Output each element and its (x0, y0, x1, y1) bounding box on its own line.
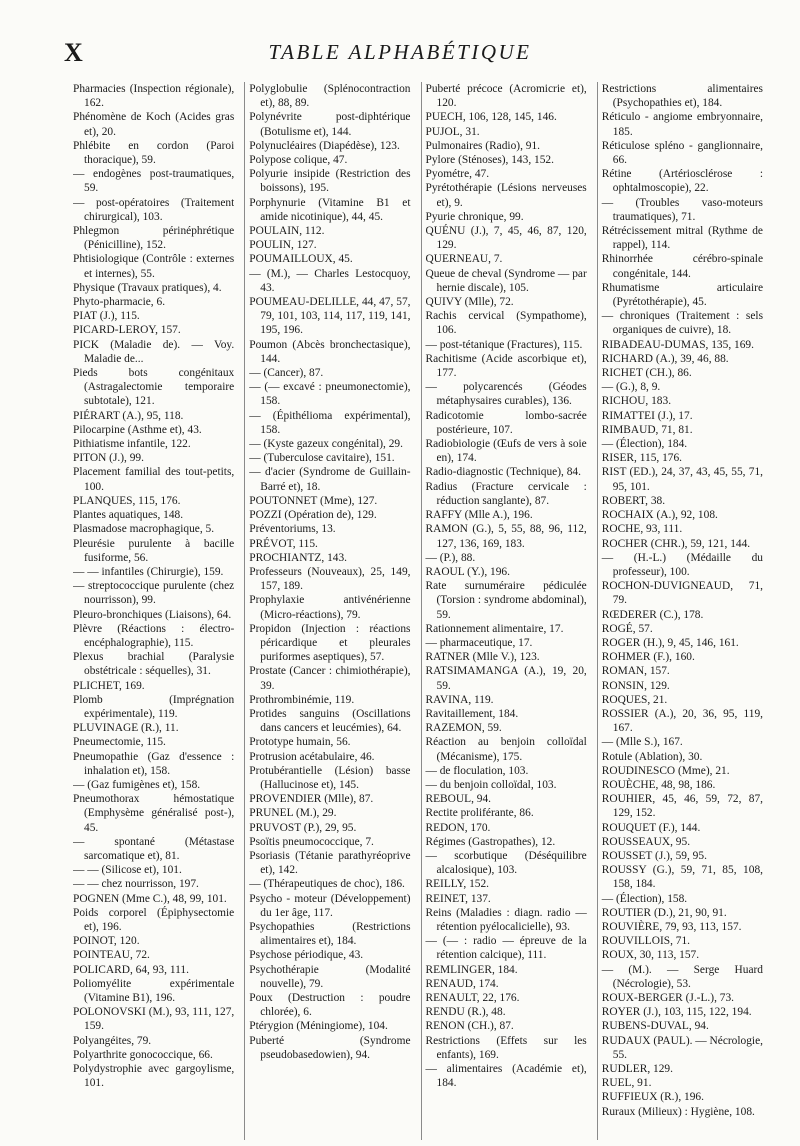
index-entry: Professeurs (Nouveaux), 25, 149, 157, 189. (249, 565, 411, 593)
index-entry: ROSSIER (A.), 20, 36, 95, 119, 167. (601, 707, 763, 735)
index-entry: Prothrombinémie, 119. (249, 693, 355, 706)
index-entry: — — (Silicose et), 101. (73, 864, 182, 877)
index-entry: — — chez nourrisson, 197. (73, 878, 199, 891)
index-entry: RUBENS-DUVAL, 94. (601, 1020, 709, 1033)
index-entry: PRUNEL (M.), 29. (249, 807, 337, 820)
index-entry: Puberté précoce (Acromicrie et), 120. (425, 83, 587, 110)
index-entry: Pneumopathie (Gaz d'essence : inhalation et), 158. (73, 750, 235, 777)
index-entry: POINOT, 120. (73, 935, 140, 948)
index-entry: Ruraux (Milieux) : Hygiène, 108. (601, 1105, 755, 1118)
index-entry: Psychothérapie (Modalité nouvelle), 79. (249, 963, 411, 990)
index-entry: Régimes (Gastropathes), 12. (425, 835, 556, 848)
index-entry: — d'acier (Syndrome de Guillain-Barré et), 18. (249, 466, 411, 493)
index-entry: RIMBAUD, 71, 81. (601, 423, 693, 436)
index-entry: RUDAUX (PAUL). — Nécrologie, 55. (601, 1034, 763, 1061)
index-entry: Polyurie insipide (Restriction des boissons), 195. (249, 168, 411, 195)
index-entry: — polycarencés (Géodes métaphysaires curables), 136. (425, 381, 587, 408)
index-entry: Psoïtis pneumococcique, 7. (249, 835, 374, 848)
index-entry: ROUX-BERGER (J.-L.), 73. (601, 992, 734, 1004)
index-entry: Phlegmon périnéphrétique (Pénicilline), 152. (73, 225, 235, 252)
index-entry: Réticulose spléno - ganglionnaire, 66. (601, 139, 763, 167)
index-entry: — pharmaceutique, 17. (425, 636, 533, 649)
index-entry: — (Élection), 158. (601, 892, 688, 905)
index-entry: Psoriasis (Tétanie parathyréoprive et), 142. (249, 849, 411, 877)
index-entry: RICHOU, 183. (601, 395, 672, 408)
index-entry: — — infantiles (Chirurgie), 159. (73, 565, 224, 578)
index-entry: — (M.), — Charles Lestocquoy, 43. (249, 267, 411, 294)
index-entry: Puberté (Syndrome pseudobasedowien), 94. (249, 1034, 411, 1061)
index-entry: REDON, 170. (425, 821, 491, 834)
index-entry: RŒDERER (C.), 178. (601, 608, 704, 621)
index-entry: ROGER (H.), 9, 45, 146, 161. (601, 636, 739, 649)
index-entry: RAMON (G.), 5, 55, 88, 96, 112, 127, 136, 169, 183. (425, 523, 587, 550)
index-entry: RIST (ED.), 24, 37, 43, 45, 55, 71, 95, 101. (601, 466, 763, 493)
index-entry: Polypose colique, 47. (249, 154, 348, 167)
index-entry: POZZI (Opération de), 129. (249, 509, 377, 522)
index-entry: ROYER (J.), 103, 115, 122, 194. (601, 1006, 752, 1019)
index-entry: Phénomène de Koch (Acides gras et), 20. (73, 111, 235, 138)
index-entry: Polyangéites, 79. (73, 1034, 152, 1047)
index-entry: — endogènes post-traumatiques, 59. (73, 168, 235, 195)
index-entry: POLICARD, 64, 93, 111. (73, 963, 189, 976)
index-entry: — (Thérapeutiques de choc), 186. (249, 878, 405, 891)
index-entry: Pithiatisme infantile, 122. (73, 438, 191, 451)
index-entry: ROUTIER (D.), 21, 90, 91. (601, 906, 727, 919)
index-entry: — spontané (Métastase sarcomatique et), 81. (73, 835, 235, 862)
index-entry: Prostate (Cancer : chimiothérapie), 39. (249, 665, 411, 692)
index-entry: Pilocarpine (Asthme et), 43. (73, 423, 202, 436)
index-entry: ROUVILLOIS, 71. (601, 935, 691, 948)
index-entry: PLUVINAGE (R.), 11. (73, 722, 179, 735)
index-entry: RIBADEAU-DUMAS, 135, 169. (601, 338, 754, 351)
index-entry: ROCHER (CHR.), 59, 121, 144. (601, 537, 751, 550)
index-entry: RAVINA, 119. (425, 693, 494, 706)
index-entry: Réaction au benjoin colloïdal (Mécanisme), 175. (425, 736, 587, 763)
index-entry: — (Troubles vaso-moteurs traumatiques), 71. (601, 196, 763, 223)
index-column-1 (73, 82, 234, 1140)
index-entry: ROUHIER, 45, 46, 59, 72, 87, 129, 152. (601, 793, 763, 820)
index-entry: Polynucléaires (Diapédèse), 123. (249, 139, 400, 152)
index-entry: Pyrétothérapie (Lésions nerveuses et), 9. (425, 182, 587, 209)
index-entry: — alimentaires (Académie et), 184. (425, 1063, 587, 1090)
index-entry: QUERNEAU, 7. (425, 253, 503, 266)
index-entry: Pulmonaires (Radio), 91. (425, 139, 541, 152)
index-entry: Queue de cheval (Syndrome — par hernie discale), 105. (425, 267, 587, 294)
index-entry: — (Cancer), 87. (249, 367, 324, 380)
index-column-2 (244, 82, 410, 1140)
index-entry: ROUSSET (J.), 59, 95. (601, 849, 707, 862)
index-entry: RENAULT, 22, 176. (425, 992, 520, 1004)
index-entry: RUDLER, 129. (601, 1063, 673, 1076)
index-entry: — du benjoin colloïdal, 103. (425, 778, 557, 791)
index-entry: Pneumothorax hémostatique (Emphysème généralisé post-), 45. (73, 793, 235, 834)
index-entry: RAOUL (Y.), 196. (425, 565, 510, 578)
index-entry: — (H.-L.) (Médaille du professeur), 100. (601, 551, 763, 578)
index-entry: REBOUL, 94. (425, 793, 491, 806)
index-entry: Pyométre, 47. (425, 168, 490, 181)
index-entry: PLICHET, 169. (73, 679, 145, 692)
index-entry: ROGÉ, 57. (601, 622, 653, 635)
index-entry: RONSIN, 129. (601, 679, 670, 692)
index-entry: Rationnement alimentaire, 17. (425, 622, 564, 635)
index-entry: — (Élection), 184. (601, 438, 688, 451)
index-entry: REILLY, 152. (425, 878, 490, 891)
index-entry: ROCHON-DUVIGNEAUD, 71, 79. (601, 580, 763, 607)
index-entry: RAZEMON, 59. (425, 722, 502, 735)
index-entry: Pneumectomie, 115. (73, 736, 166, 749)
index-entry: POUMAILLOUX, 45. (249, 253, 353, 266)
index-entry: Plomb (Imprégnation expérimentale), 119. (73, 693, 235, 720)
index-entry: Rectite proliférante, 86. (425, 807, 534, 820)
index-entry: PUJOL, 31. (425, 125, 480, 138)
index-entry: ROMAN, 157. (601, 665, 670, 678)
index-entry: RIMATTEI (J.), 17. (601, 409, 693, 422)
index-entry: Ptérygion (Méningiome), 104. (249, 1020, 388, 1033)
index-entry: POULIN, 127. (249, 239, 317, 252)
index-entry: Protrusion acétabulaire, 46. (249, 750, 375, 763)
index-entry: Pieds bots congénitaux (Astragalectomie temporaire subtotale), 121. (73, 367, 235, 408)
index-entry: Rotule (Ablation), 30. (601, 750, 703, 763)
index-entry: ROUVIÈRE, 79, 93, 113, 157. (601, 920, 742, 933)
index-entry: Rhinorrhée cérébro-spinale congénitale, 144. (601, 253, 763, 280)
index-entry: Plantes aquatiques, 148. (73, 509, 184, 522)
index-entry: RICHARD (A.), 39, 46, 88. (601, 352, 729, 365)
index-entry: REINET, 137. (425, 892, 491, 905)
index-entry: Psychose périodique, 43. (249, 949, 364, 962)
index-entry: Psycho - moteur (Développement) du 1er âge, 117. (249, 892, 411, 919)
index-entry: Porphynurie (Vitamine B1 et amide nicotinique), 44, 45. (249, 196, 411, 223)
index-entry: ROUX, 30, 113, 157. (601, 949, 700, 962)
index-entry: QUIVY (Mlle), 72. (425, 296, 514, 309)
index-entry: Radius (Fracture cervicale : réduction sanglante), 87. (425, 480, 587, 507)
index-entry: Prophylaxie antivénérienne (Micro-réactions), 79. (249, 594, 411, 621)
index-entry: ROUÈCHE, 48, 98, 186. (601, 778, 716, 791)
index-entry: Ravitaillement, 184. (425, 707, 519, 720)
index-entry: Radiobiologie (Œufs de vers à soie en), 174. (425, 438, 587, 465)
index-entry: Phyto-pharmacie, 6. (73, 296, 166, 309)
index-entry: POGNEN (Mme C.), 48, 99, 101. (73, 892, 227, 905)
index-entry: — post-tétanique (Fractures), 115. (425, 338, 583, 351)
index-entry: Psychopathies (Restrictions alimentaires et), 184. (249, 920, 411, 948)
index-entry: Plexus brachial (Paralysie obstétricale : séquelles), 31. (73, 651, 235, 678)
index-entry: Pylore (Sténoses), 143, 152. (425, 154, 554, 167)
index-entry: ROUQUET (F.), 144. (601, 821, 701, 834)
index-entry: — post-opératoires (Traitement chirurgical), 103. (73, 196, 235, 223)
index-entry: POUTONNET (Mme), 127. (249, 494, 378, 507)
index-entry: Rétrécissement mitral (Rythme de rappel), 114. (601, 225, 763, 252)
index-entry: Polynévrite post-diphtérique (Botulisme et), 144. (249, 111, 411, 138)
index-entry: PICK (Maladie de). — Voy. Maladie de... (73, 338, 235, 365)
index-entry: RICHET (CH.), 86. (601, 367, 692, 380)
index-entry: Poliomyélite expérimentale (Vitamine B1), 196. (73, 977, 235, 1004)
index-entry: — (Mlle S.), 167. (601, 736, 683, 749)
index-entry: QUÉNU (J.), 7, 45, 46, 87, 120, 129. (425, 225, 587, 252)
index-entry: POLONOVSKI (M.), 93, 111, 127, 159. (73, 1006, 235, 1033)
index-entry: Pharmacies (Inspection régionale), 162. (73, 83, 235, 110)
index-entry: Polydystrophie avec gargoylisme, 101. (73, 1063, 235, 1090)
index-entry: Pleurésie purulente à bacille fusiforme, 56. (73, 537, 235, 564)
page-number: X (64, 38, 83, 67)
index-entry: Plasmadose macrophagique, 5. (73, 523, 215, 536)
index-entry: REMLINGER, 184. (425, 963, 518, 976)
index-entry: — (Gaz fumigènes et), 158. (73, 778, 201, 791)
index-entry: RAFFY (Mlle A.), 196. (425, 509, 533, 522)
index-entry: PRUVOST (P.), 29, 95. (249, 821, 357, 834)
index-entry: — scorbutique (Déséquilibre alcalosique), 103. (425, 849, 587, 877)
index-entry: Rachis cervical (Sympathome), 106. (425, 310, 587, 337)
index-entry: PROVENDIER (Mlle), 87. (249, 793, 374, 806)
index-column-3 (421, 82, 587, 1140)
index-entry: Polyglobulie (Splénocontraction et), 88, 89. (249, 83, 411, 110)
index-entry: Plèvre (Réactions : électro-encéphalographie), 115. (73, 622, 235, 649)
index-entry: Protubérantielle (Lésion) basse (Hallucinose et), 145. (249, 764, 411, 791)
index-entry: — (Épithélioma expérimental), 158. (249, 409, 411, 436)
index-entry: Rate surnuméraire pédiculée (Torsion : syndrome abdominal), 59. (425, 580, 587, 621)
index-entry: Restrictions alimentaires (Psychopathies et), 184. (601, 83, 763, 110)
index-entry: — (— excavé : pneumonectomie), 158. (249, 381, 411, 408)
index-entry: Propidon (Injection : réactions péricardique et pleurales puriformes aseptiques), 57. (249, 622, 411, 664)
index-entry: PLANQUES, 115, 176. (73, 494, 181, 507)
index-entry: PIÉRART (A.), 95, 118. (73, 409, 184, 422)
index-entry: — (G.), 8, 9. (601, 381, 661, 394)
index-entry: Réticulo - angiome embryonnaire, 185. (601, 111, 763, 138)
index-entry: PICARD-LEROY, 157. (73, 324, 181, 337)
page-title: TABLE ALPHABÉTIQUE (268, 40, 532, 64)
index-entry: Prototype humain, 56. (249, 736, 351, 749)
index-entry: ROUDINESCO (Mme), 21. (601, 764, 730, 777)
index-entry: ROUSSY (G.), 59, 71, 85, 108, 158, 184. (601, 864, 763, 891)
index-entry: — (M.). — Serge Huard (Nécrologie), 53. (601, 963, 763, 990)
index-entry: — (— : radio — épreuve de la rétention calcique), 111. (425, 935, 587, 962)
index-entry: — streptococcique purulente (chez nourrisson), 99. (73, 580, 235, 607)
index-entry: ROUSSEAUX, 95. (601, 835, 691, 848)
index-entry: RENDU (R.), 48. (425, 1006, 506, 1019)
index-entry: ROCHAIX (A.), 92, 108. (601, 509, 718, 522)
index-entry: RATNER (Mlle V.), 123. (425, 651, 540, 664)
index-entry: — (Tuberculose cavitaire), 151. (249, 452, 395, 465)
index-entry: Pyurie chronique, 99. (425, 210, 524, 223)
index-entry: Polyarthrite gonococcique, 66. (73, 1048, 213, 1061)
index-entry: ROBERT, 38. (601, 494, 666, 507)
index-entry: Préventoriums, 13. (249, 523, 336, 536)
index-column-4 (597, 82, 763, 1140)
index-entry: Phtisiologique (Contrôle : externes et internes), 55. (73, 253, 235, 280)
index-entry: Placement familial des tout-petits, 100. (73, 466, 235, 493)
index-entry: ROQUES, 21. (601, 693, 668, 706)
index-entry: POINTEAU, 72. (73, 949, 150, 962)
index-entry: RENON (CH.), 87. (425, 1020, 514, 1033)
index-entry: — (P.), 88. (425, 551, 476, 564)
index-entry: RUEL, 91. (601, 1077, 652, 1090)
index-entry: Poux (Destruction : poudre chlorée), 6. (249, 992, 411, 1019)
index-entry: PIAT (J.), 115. (73, 310, 140, 323)
page-header (0, 38, 800, 72)
index-entry: Physique (Travaux pratiques), 4. (73, 281, 222, 294)
index-entry: Poumon (Abcès bronchectasique), 144. (249, 338, 411, 365)
index-entry: — chroniques (Traitement : sels organiques de cuivre), 18. (601, 310, 763, 337)
index-entry: Rhumatisme articulaire (Pyrétothérapie), 45. (601, 281, 763, 309)
index-entry: POUMEAU-DELILLE, 44, 47, 57, 79, 101, 103, 114, 117, 119, 141, 195, 196. (249, 296, 411, 337)
index-entry: POULAIN, 112. (249, 225, 325, 238)
index-entry: Protides sanguins (Oscillations dans cancers et leucémies), 64. (249, 707, 411, 735)
index-entry: Radicotomie lombo-sacrée postérieure, 107. (425, 409, 587, 436)
index-entry: Restrictions (Effets sur les enfants), 169. (425, 1034, 587, 1061)
index-entry: PROCHIANTZ, 143. (249, 551, 348, 564)
index-entry: Reins (Maladies : diagn. radio — rétention pyélocalicielle), 93. (425, 906, 587, 933)
index-entry: Poids corporel (Épiphysectomie et), 196. (73, 906, 235, 933)
index-entry: RISER, 115, 176. (601, 452, 683, 465)
index-entry: Pleuro-bronchiques (Liaisons), 64. (73, 608, 232, 621)
index-entry: Rétine (Artériosclérose : ophtalmoscopie), 22. (601, 168, 763, 195)
index-entry: — (Kyste gazeux congénital), 29. (249, 438, 403, 451)
index-entry: Phlébite en cordon (Paroi thoracique), 59. (73, 139, 235, 167)
index-entry: RENAUD, 174. (425, 977, 499, 990)
index-entry: ROHMER (F.), 160. (601, 651, 695, 664)
index-entry: Rachitisme (Acide ascorbique et), 177. (425, 352, 587, 380)
index-entry: RATSIMAMANGA (A.), 19, 20, 59. (425, 665, 587, 692)
index-entry: RUFFIEUX (R.), 196. (601, 1091, 704, 1104)
index-entry: — de floculation, 103. (425, 764, 529, 777)
index-entry: PUECH, 106, 128, 145, 146. (425, 111, 557, 124)
index-entry: PITON (J.), 99. (73, 452, 144, 465)
index-columns (73, 82, 763, 1140)
index-entry: PRÉVOT, 115. (249, 537, 318, 550)
index-entry: ROCHE, 93, 111. (601, 523, 683, 536)
index-entry: Radio-diagnostic (Technique), 84. (425, 466, 581, 479)
